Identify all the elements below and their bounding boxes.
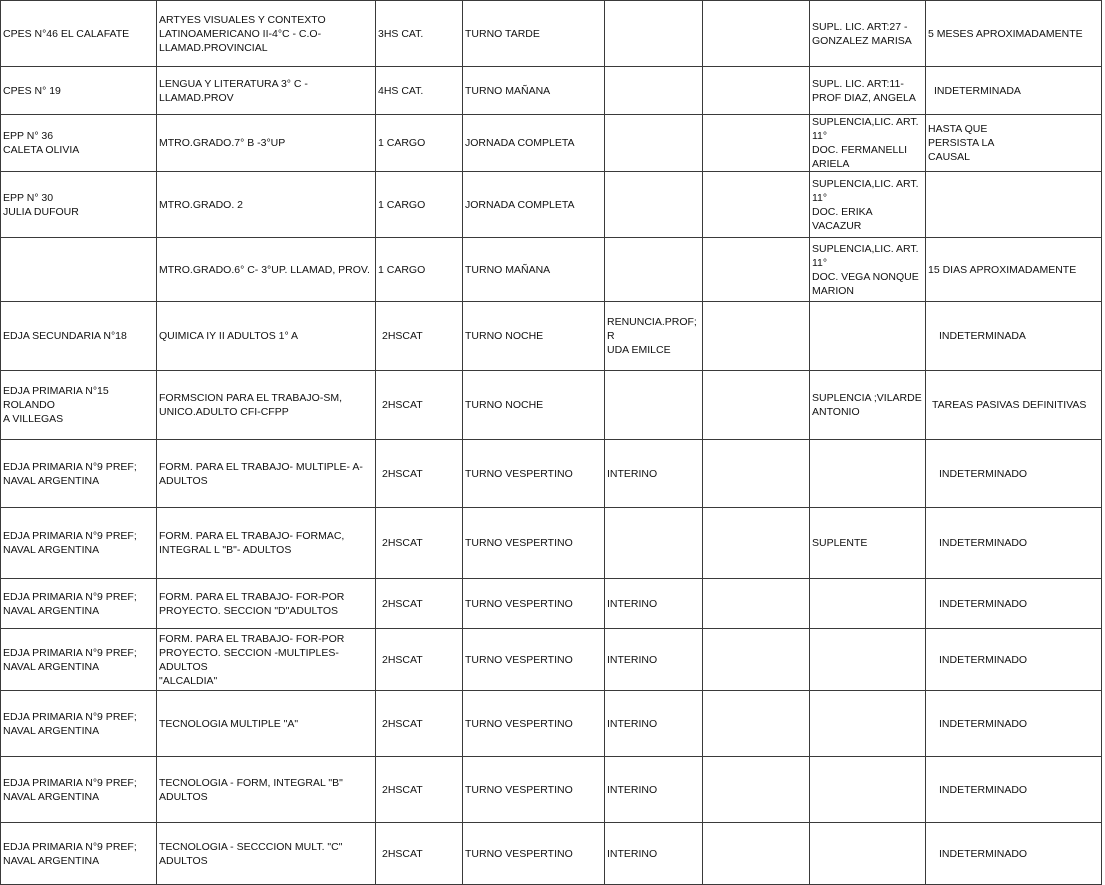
situation-cell: INTERINO: [605, 823, 703, 885]
table-row: [1, 115, 1102, 172]
shift-cell: TURNO VESPERTINO: [463, 508, 605, 579]
duration-cell: INDETERMINADA: [926, 302, 1102, 371]
reason-cell: SUPLENCIA ;VILARDE ANTONIO: [810, 371, 926, 440]
empty-cell: [703, 67, 810, 115]
table-row: [1, 371, 1102, 440]
shift-cell: TURNO MAÑANA: [463, 67, 605, 115]
duration-cell: TAREAS PASIVAS DEFINITIVAS: [926, 371, 1102, 440]
empty-cell: [703, 823, 810, 885]
duration-cell: INDETERMINADO: [926, 508, 1102, 579]
shift-cell: TURNO MAÑANA: [463, 238, 605, 302]
hours-cell: 1 CARGO: [376, 115, 463, 172]
reason-cell: SUPLENTE: [810, 508, 926, 579]
table-body: [1, 1, 1102, 885]
shift-cell: TURNO TARDE: [463, 1, 605, 67]
table-row: [1, 508, 1102, 579]
hours-cell: 2HSCAT: [376, 757, 463, 823]
empty-cell: [703, 302, 810, 371]
table-row: [1, 629, 1102, 691]
empty-cell: [703, 371, 810, 440]
duration-cell: [926, 172, 1102, 238]
subject-cell: FORM. PARA EL TRABAJO- MULTIPLE- A- ADULTOS: [157, 440, 376, 508]
table-row: [1, 238, 1102, 302]
duration-cell: INDETERMINADO: [926, 579, 1102, 629]
situation-cell: [605, 1, 703, 67]
duration-cell: INDETERMINADA: [926, 67, 1102, 115]
school-cell: EDJA PRIMARIA N°9 PREF; NAVAL ARGENTINA: [1, 440, 157, 508]
school-cell: EDJA PRIMARIA N°9 PREF; NAVAL ARGENTINA: [1, 823, 157, 885]
duration-cell: 5 MESES APROXIMADAMENTE: [926, 1, 1102, 67]
shift-cell: TURNO VESPERTINO: [463, 629, 605, 691]
situation-cell: [605, 172, 703, 238]
subject-cell: MTRO.GRADO.7° B -3°UP: [157, 115, 376, 172]
hours-cell: 2HSCAT: [376, 823, 463, 885]
shift-cell: TURNO VESPERTINO: [463, 440, 605, 508]
shift-cell: TURNO VESPERTINO: [463, 691, 605, 757]
reason-cell: [810, 823, 926, 885]
empty-cell: [703, 440, 810, 508]
reason-cell: SUPLENCIA,LIC. ART. 11° DOC. VEGA NONQUE MARION: [810, 238, 926, 302]
hours-cell: 2HSCAT: [376, 629, 463, 691]
shift-cell: TURNO VESPERTINO: [463, 823, 605, 885]
situation-cell: INTERINO: [605, 691, 703, 757]
situation-cell: [605, 371, 703, 440]
shift-cell: JORNADA COMPLETA: [463, 172, 605, 238]
empty-cell: [703, 629, 810, 691]
duration-cell: INDETERMINADO: [926, 691, 1102, 757]
shift-cell: TURNO VESPERTINO: [463, 579, 605, 629]
reason-cell: [810, 757, 926, 823]
shift-cell: TURNO NOCHE: [463, 302, 605, 371]
subject-cell: MTRO.GRADO. 2: [157, 172, 376, 238]
reason-cell: [810, 629, 926, 691]
reason-cell: [810, 440, 926, 508]
subject-cell: TECNOLOGIA - SECCCION MULT. "C" ADULTOS: [157, 823, 376, 885]
subject-cell: QUIMICA IY II ADULTOS 1° A: [157, 302, 376, 371]
hours-cell: 4HS CAT.: [376, 67, 463, 115]
shift-cell: TURNO NOCHE: [463, 371, 605, 440]
duration-cell: 15 DIAS APROXIMADAMENTE: [926, 238, 1102, 302]
reason-cell: [810, 302, 926, 371]
subject-cell: FORM. PARA EL TRABAJO- FOR-POR PROYECTO. SECCION "D"ADULTOS: [157, 579, 376, 629]
table-row: [1, 172, 1102, 238]
empty-cell: [703, 172, 810, 238]
shift-cell: TURNO VESPERTINO: [463, 757, 605, 823]
table-row: [1, 823, 1102, 885]
situation-cell: [605, 238, 703, 302]
situation-cell: [605, 67, 703, 115]
duration-cell: INDETERMINADO: [926, 629, 1102, 691]
duration-cell: HASTA QUE PERSISTA LA CAUSAL: [926, 115, 1102, 172]
shift-cell: JORNADA COMPLETA: [463, 115, 605, 172]
reason-cell: SUPL. LIC. ART:27 - GONZALEZ MARISA: [810, 1, 926, 67]
empty-cell: [703, 691, 810, 757]
reason-cell: [810, 691, 926, 757]
hours-cell: 2HSCAT: [376, 440, 463, 508]
subject-cell: TECNOLOGIA MULTIPLE "A": [157, 691, 376, 757]
subject-cell: FORM. PARA EL TRABAJO- FOR-POR PROYECTO. SECCION -MULTIPLES-ADULTOS "ALCALDIA": [157, 629, 376, 691]
empty-cell: [703, 579, 810, 629]
hours-cell: 1 CARGO: [376, 172, 463, 238]
school-cell: EDJA PRIMARIA N°9 PREF; NAVAL ARGENTINA: [1, 579, 157, 629]
situation-cell: [605, 115, 703, 172]
hours-cell: 2HSCAT: [376, 579, 463, 629]
school-cell: EDJA PRIMARIA N°9 PREF; NAVAL ARGENTINA: [1, 757, 157, 823]
hours-cell: 2HSCAT: [376, 508, 463, 579]
duration-cell: INDETERMINADO: [926, 440, 1102, 508]
school-cell: EDJA PRIMARIA N°9 PREF; NAVAL ARGENTINA: [1, 508, 157, 579]
school-cell: EDJA PRIMARIA N°15 ROLANDO A VILLEGAS: [1, 371, 157, 440]
table-row: [1, 1, 1102, 67]
table-row: [1, 579, 1102, 629]
subject-cell: FORMSCION PARA EL TRABAJO-SM, UNICO.ADULTO CFI-CFPP: [157, 371, 376, 440]
situation-cell: INTERINO: [605, 629, 703, 691]
situation-cell: [605, 508, 703, 579]
hours-cell: 3HS CAT.: [376, 1, 463, 67]
school-cell: [1, 238, 157, 302]
subject-cell: FORM. PARA EL TRABAJO- FORMAC, INTEGRAL L "B"- ADULTOS: [157, 508, 376, 579]
empty-cell: [703, 238, 810, 302]
reason-cell: SUPLENCIA,LIC. ART. 11° DOC. ERIKA VACAZUR: [810, 172, 926, 238]
table-row: [1, 302, 1102, 371]
empty-cell: [703, 1, 810, 67]
situation-cell: INTERINO: [605, 440, 703, 508]
school-cell: EDJA PRIMARIA N°9 PREF; NAVAL ARGENTINA: [1, 629, 157, 691]
table-row: [1, 440, 1102, 508]
school-cell: EPP N° 30 JULIA DUFOUR: [1, 172, 157, 238]
situation-cell: INTERINO: [605, 579, 703, 629]
hours-cell: 2HSCAT: [376, 302, 463, 371]
duration-cell: INDETERMINADO: [926, 823, 1102, 885]
subject-cell: MTRO.GRADO.6° C- 3°UP. LLAMAD, PROV.: [157, 238, 376, 302]
school-cell: CPES N°46 EL CALAFATE: [1, 1, 157, 67]
subject-cell: LENGUA Y LITERATURA 3° C -LLAMAD.PROV: [157, 67, 376, 115]
school-cell: EDJA PRIMARIA N°9 PREF; NAVAL ARGENTINA: [1, 691, 157, 757]
duration-cell: INDETERMINADO: [926, 757, 1102, 823]
empty-cell: [703, 757, 810, 823]
table-row: [1, 691, 1102, 757]
table-row: [1, 67, 1102, 115]
empty-cell: [703, 508, 810, 579]
school-cell: CPES N° 19: [1, 67, 157, 115]
school-cell: EPP N° 36 CALETA OLIVIA: [1, 115, 157, 172]
school-cell: EDJA SECUNDARIA N°18: [1, 302, 157, 371]
reason-cell: [810, 579, 926, 629]
hours-cell: 2HSCAT: [376, 691, 463, 757]
subject-cell: ARTYES VISUALES Y CONTEXTO LATINOAMERICANO II-4°C - C.O- LLAMAD.PROVINCIAL: [157, 1, 376, 67]
situation-cell: RENUNCIA.PROF;R UDA EMILCE: [605, 302, 703, 371]
reason-cell: SUPLENCIA,LIC. ART. 11° DOC. FERMANELLI ARIELA: [810, 115, 926, 172]
reason-cell: SUPL. LIC. ART:11- PROF DIAZ, ANGELA: [810, 67, 926, 115]
hours-cell: 1 CARGO: [376, 238, 463, 302]
situation-cell: INTERINO: [605, 757, 703, 823]
subject-cell: TECNOLOGIA - FORM, INTEGRAL "B" ADULTOS: [157, 757, 376, 823]
table-row: [1, 757, 1102, 823]
hours-cell: 2HSCAT: [376, 371, 463, 440]
empty-cell: [703, 115, 810, 172]
